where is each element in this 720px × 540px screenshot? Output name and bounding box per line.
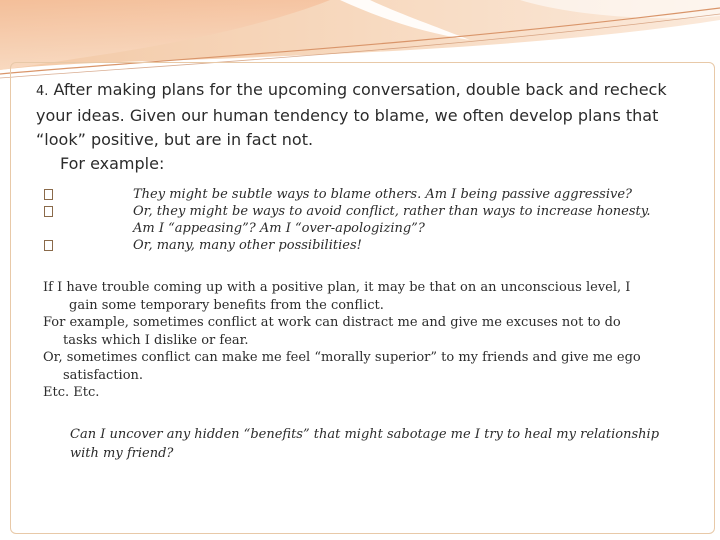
bullet-item [44,186,684,203]
body-paragraph-continued: gain some temporary benefits from the conflict. [69,297,384,313]
body-paragraph: If I have trouble coming up with a positive plan, it may be that on an unconscious level, I [43,280,631,295]
bullet-text: Or, they might be ways to avoid conflict, rather than ways to increase honesty. [133,204,651,219]
body-paragraph: Or, sometimes conflict can make me feel “morally superior” to my friends and give me ego [43,350,641,365]
body-paragraph-continued: tasks which I dislike or fear. [63,332,249,348]
body-paragraph-continued: satisfaction. [63,367,144,383]
bullet-box-icon [44,189,53,200]
bullet-text: They might be subtle ways to blame others. Am I being passive aggressive? [133,187,632,202]
bullet-item [44,203,684,237]
intro-text: After making plans for the upcoming conversation, double back and recheck your ideas. Given our human tendency to blame, we often develop plans that “look” positive, but are in fact not. [36,80,667,149]
bullet-list [44,186,684,254]
bullet-box-icon [44,240,53,251]
bullet-item [44,237,684,254]
body-paragraph: For example, sometimes conflict at work can distract me and give me excuses not to do [43,315,621,330]
example-label: For example: [60,154,165,173]
body-text [43,279,683,402]
intro-paragraph [36,78,696,176]
bullet-text-continued: Am I “appeasing”? Am I “over-apologizing”? [133,221,425,236]
bullet-text: Or, many, many other possibilities! [133,238,362,253]
reflection-question: Can I uncover any hidden “benefits” that might sabotage me I try to heal my relationship with my friend? [70,427,660,461]
bullet-box-icon [44,206,53,217]
body-paragraph: Etc. Etc. [43,385,100,400]
item-number: 4. [36,84,49,99]
